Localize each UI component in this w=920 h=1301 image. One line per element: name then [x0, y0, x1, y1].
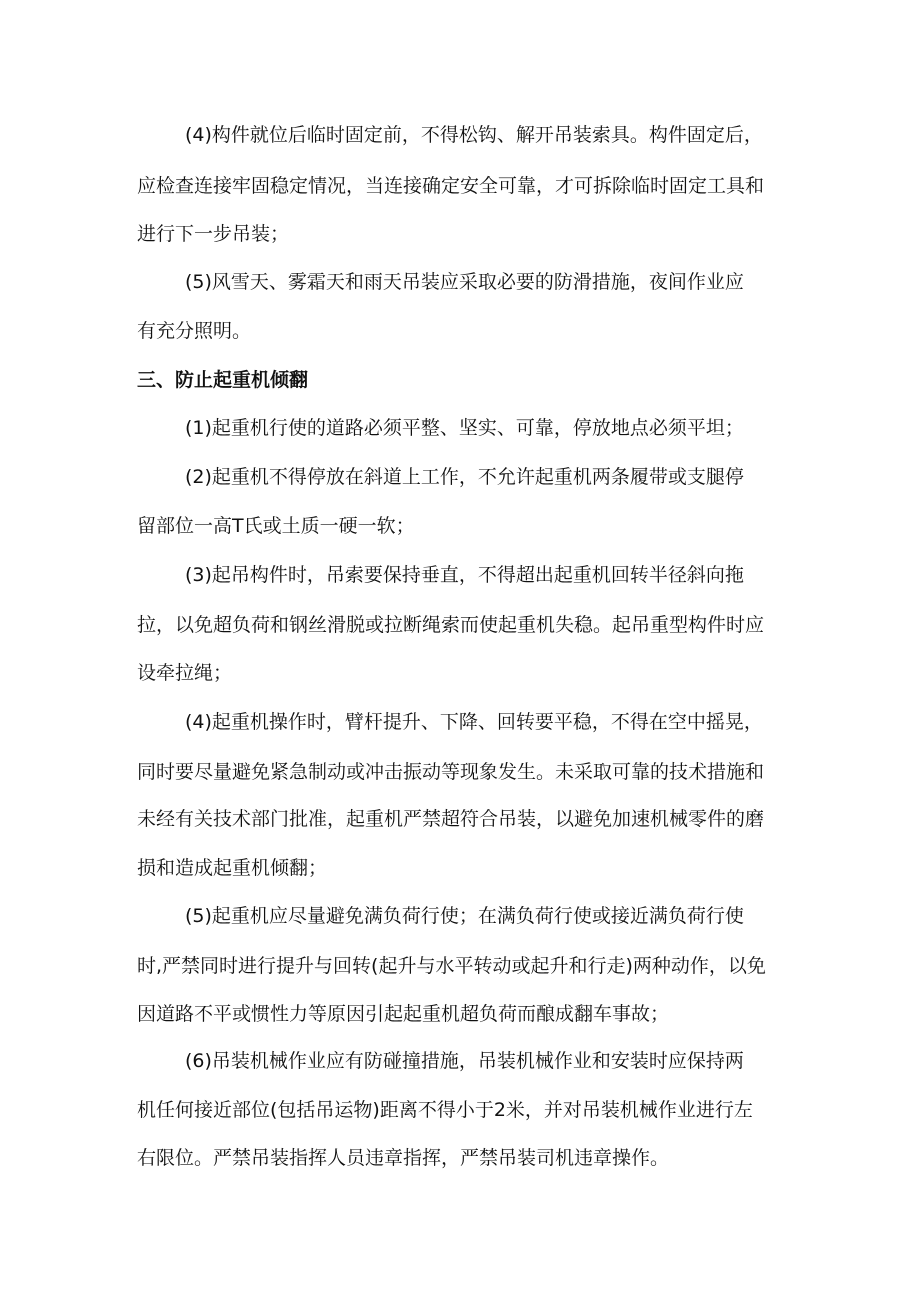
- paragraph-5-line-1: (5)风雪天、雾霜天和雨天吊装应采取必要的防滑措施，夜间作业应: [185, 271, 744, 293]
- item-6-line-3: 右限位。严禁吊装指挥人员违章指挥，严禁吊装司机违章操作。: [137, 1147, 670, 1169]
- item-5-line-2: 时,严禁同时进行提升与回转(起升与水平转动或起升和行走)两种动作，以免: [137, 955, 766, 977]
- item-5-line-1: (5)起重机应尽量避免满负荷行使；在满负荷行使或接近满负荷行使: [185, 905, 744, 927]
- item-1-line-1: (1)起重机行使的道路必须平整、坚实、可靠，停放地点必须平坦；: [185, 417, 744, 439]
- section-heading: 三、防止起重机倾翻: [137, 369, 309, 391]
- item-3-line-1: (3)起吊构件时，吊索要保持垂直，不得超出起重机回转半径斜向拖: [185, 564, 744, 586]
- paragraph-4-line-2: 应检查连接牢固稳定情况，当连接确定安全可靠，才可拆除临时固定工具和: [137, 175, 765, 197]
- item-3-line-3: 设牵拉绳；: [137, 662, 233, 684]
- item-5-line-3: 因道路不平或惯性力等原因引起起重机超负荷而酿成翻车事故；: [137, 1003, 670, 1025]
- item-4-line-1: (4)起重机操作时，臂杆提升、下降、回转要平稳，不得在空中摇晃，: [185, 711, 763, 733]
- item-2-line-2: 留部位一高T氏或土质一硬一软；: [137, 515, 415, 537]
- item-3-line-2: 拉，以免超负荷和钢丝滑脱或拉断绳索而使起重机失稳。起吊重型构件时应: [137, 614, 765, 636]
- item-6-line-2: 机任何接近部位(包括吊运物)距离不得小于2米，并对吊装机械作业进行左: [137, 1099, 753, 1121]
- item-4-line-4: 损和造成起重机倾翻；: [137, 857, 328, 879]
- paragraph-5-line-2: 有充分照明。: [137, 320, 252, 342]
- item-2-line-1: (2)起重机不得停放在斜道上工作，不允许起重机两条履带或支腿停: [185, 466, 744, 488]
- item-6-line-1: (6)吊装机械作业应有防碰撞措施，吊装机械作业和安装时应保持两: [185, 1050, 744, 1072]
- paragraph-4-line-3: 进行下一步吊装；: [137, 223, 290, 245]
- item-4-line-3: 未经有关技术部门批准，起重机严禁超符合吊装，以避免加速机械零件的磨: [137, 808, 765, 830]
- paragraph-4-line-1: (4)构件就位后临时固定前，不得松钩、解开吊装索具。构件固定后，: [185, 124, 763, 146]
- item-4-line-2: 同时要尽量避免紧急制动或冲击振动等现象发生。未采取可靠的技术措施和: [137, 761, 765, 783]
